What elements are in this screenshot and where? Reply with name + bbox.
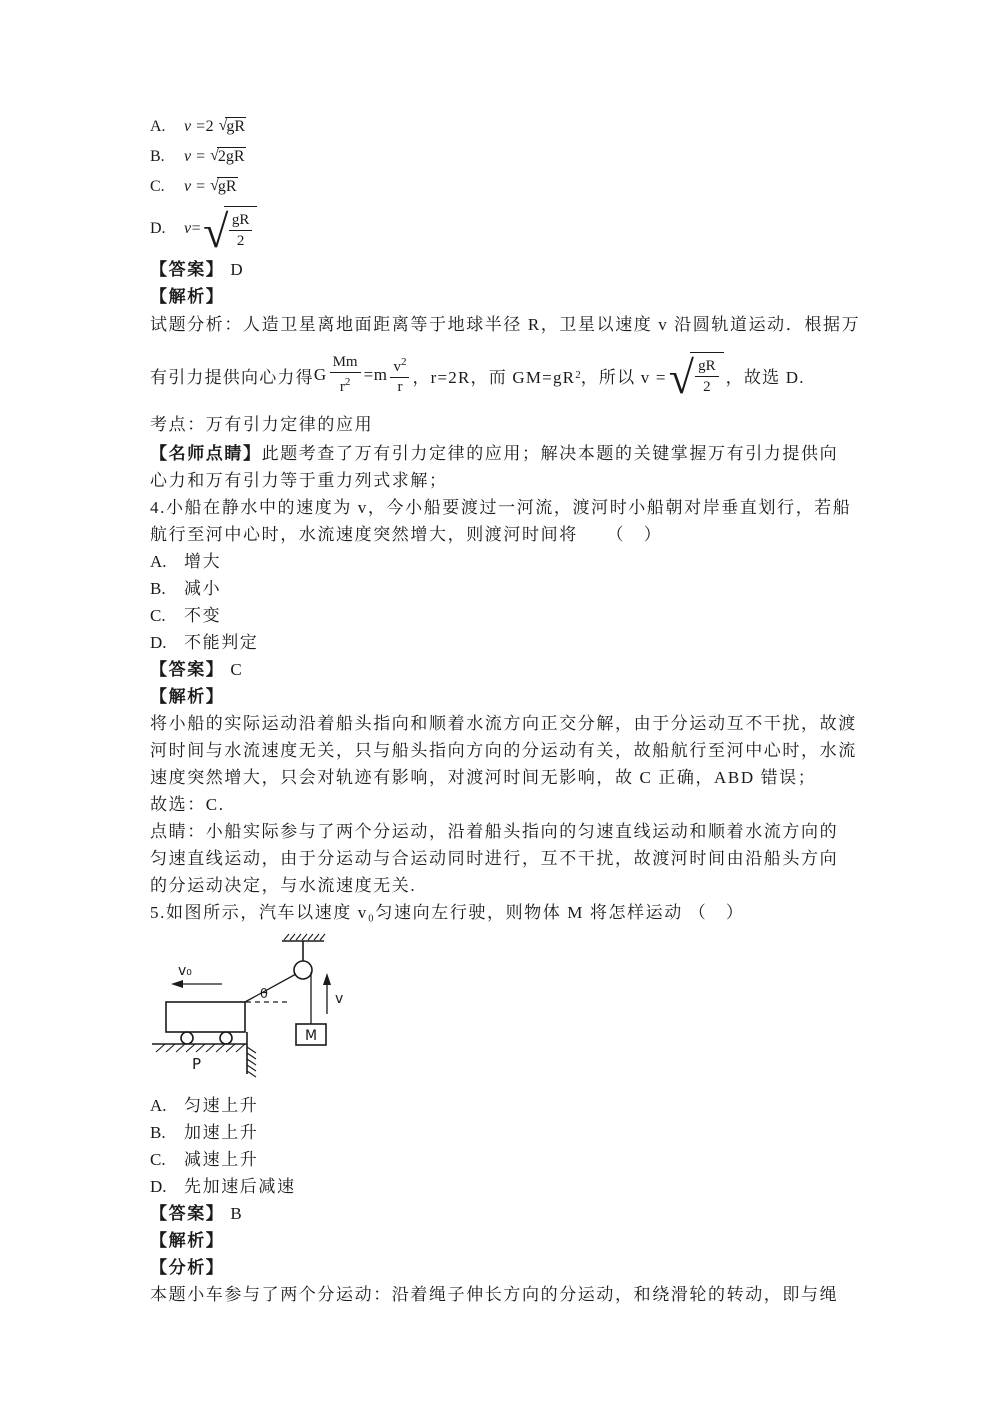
q3-kaodian-line: 考点：万有引力定律的应用	[150, 415, 374, 434]
q5-option-a: A. 匀速上升	[150, 1096, 259, 1115]
q5-option-b: B. 加速上升	[150, 1123, 259, 1142]
q4-body-line4: 故选：C.	[150, 795, 225, 814]
jiexi-tag: 【解析】	[150, 687, 225, 706]
q5-stem-line: 5.如图所示，汽车以速度 v₀匀速向左行驶，则物体 M 将怎样运动 （ ）	[150, 903, 745, 922]
q4-body-line7: 的分运动决定，与水流速度无关.	[150, 876, 417, 895]
jiexi-tag: 【解析】	[150, 287, 225, 306]
q5-option-c: C. 减速上升	[150, 1150, 259, 1169]
q3-option-c	[150, 172, 866, 202]
q3-option-a-label: A.	[150, 118, 166, 135]
centripetal-fraction: $\frac{v^2}{r}$	[390, 354, 409, 396]
q4-body-line2: 河时间与水流速度无关，只与船头指向方向的分运动有关，故船航行至河中心时，水流	[150, 741, 857, 760]
q3-mingshi-line1: 【名师点睛】此题考查了万有引力定律的应用；解决本题的关键掌握万有引力提供向	[150, 444, 839, 463]
q4-stem-line2: 航行至河中心时，水流速度突然增大，则渡河时间将 （ ）	[150, 525, 663, 544]
gravity-fraction: $\frac{Mm}{r^2}$	[330, 354, 361, 396]
q3-answer-line	[150, 256, 866, 283]
q5-figure	[150, 931, 866, 1086]
answer-tag: 【答案】	[150, 260, 225, 279]
answer-tag: 【答案】	[150, 1204, 225, 1223]
v0-label: v₀	[178, 963, 192, 979]
pulley-cart-diagram	[150, 931, 380, 1081]
q5-body-line1: 本题小车参与了两个分运动：沿着绳子伸长方向的分运动，和绕滑轮的转动，即与绳	[150, 1285, 839, 1304]
q3-mingshi-line2: 心力和万有引力等于重力列式求解；	[150, 471, 448, 490]
rope-cart-to-pulley	[245, 974, 296, 1002]
q4-option-b: B. 减小	[150, 579, 222, 598]
document-content	[150, 112, 866, 1308]
sqrt-symbol: √	[668, 352, 696, 403]
q3-option-d	[150, 202, 866, 256]
q3-analysis-line: 试题分析：人造卫星离地面距离等于地球半径 R，卫星以速度 v 沿圆轨道运动．根据万	[150, 315, 861, 334]
q5-answer-line	[150, 1200, 866, 1227]
q3-option-d-radical: √ gR 2	[203, 206, 257, 252]
q5-option-d: D. 先加速后减速	[150, 1177, 296, 1196]
cart-wheel-left	[181, 1032, 193, 1044]
wall-hatching	[247, 1047, 256, 1077]
ceiling-hatching	[284, 934, 325, 940]
q4-stem-line1: 4.小船在静水中的速度为 v，今小船要渡过一河流，渡河时小船朝对岸垂直划行，若船	[150, 498, 852, 517]
q4-answer-line	[150, 656, 866, 683]
ground-p-label: P	[192, 1055, 202, 1073]
q3-formula-radical: √ gR 2	[669, 352, 724, 398]
q3-option-c-formula: v = √gR	[184, 177, 237, 195]
cart-body	[166, 1002, 245, 1032]
q3-option-d-formula: v = √ gR 2	[184, 206, 259, 252]
q4-option-a: A. 增大	[150, 552, 222, 571]
q3-formula-line: 有引力提供向心力得 G $\frac{Mm}{r^2}$ = m $\frac{v^2}{r}$ ，r=2R，而 GM=gR 2 ，所以 v = √ gR 2 ，故选 D.	[150, 352, 805, 403]
q4-body-line3: 速度突然增大，只会对轨迹有影响，对渡河时间无影响，故 C 正确，ABD 错误；	[150, 768, 817, 787]
v-label: v	[335, 991, 344, 1007]
q3-option-b	[150, 142, 866, 172]
q3-option-a-formula: v =2 √gR	[184, 117, 246, 135]
mingshi-tag: 【名师点睛】	[150, 444, 262, 463]
ground-hatching	[156, 1044, 245, 1052]
sqrt-symbol: √	[218, 117, 228, 134]
q4-option-d: D. 不能判定	[150, 633, 259, 652]
q5-fenxi-line	[150, 1254, 866, 1281]
q4-answer-value: C	[230, 660, 244, 679]
jiexi-tag: 【解析】	[150, 1231, 225, 1250]
q4-body-line1: 将小船的实际运动沿着船头指向和顺着水流方向正交分解，由于分运动互不干扰，故渡	[150, 714, 857, 733]
q3-answer-value: D	[230, 260, 245, 279]
q3-jiexi-line	[150, 283, 866, 310]
q3-option-d-label: D.	[150, 220, 166, 237]
cart-wheel-right	[220, 1032, 232, 1044]
sqrt-symbol: √	[203, 206, 229, 257]
q3-option-b-formula: v = √2gR	[184, 147, 245, 165]
q3-option-c-label: C.	[150, 178, 165, 195]
q5-answer-value: B	[230, 1204, 244, 1223]
sqrt-symbol: √	[210, 147, 219, 164]
theta-label: θ	[260, 987, 268, 1002]
q4-option-c: C. 不变	[150, 606, 222, 625]
answer-tag: 【答案】	[150, 660, 225, 679]
block-m-label: M	[304, 1028, 318, 1044]
q4-body-line5: 点睛：小船实际参与了两个分运动，沿着船头指向的匀速直线运动和顺着水流方向的	[150, 822, 839, 841]
pulley-icon	[294, 961, 312, 979]
q3-option-b-label: B.	[150, 148, 165, 165]
fenxi-tag: 【分析】	[150, 1258, 225, 1277]
sqrt-symbol: √	[210, 177, 219, 194]
q4-body-line6: 匀速直线运动，由于分运动与合运动同时进行，互不干扰，故渡河时间由沿船头方向	[150, 849, 839, 868]
q5-jiexi-line	[150, 1227, 866, 1254]
v0-arrowhead	[171, 980, 183, 988]
q3-option-a	[150, 112, 866, 142]
v-arrowhead	[323, 973, 331, 985]
q4-jiexi-line	[150, 683, 866, 710]
